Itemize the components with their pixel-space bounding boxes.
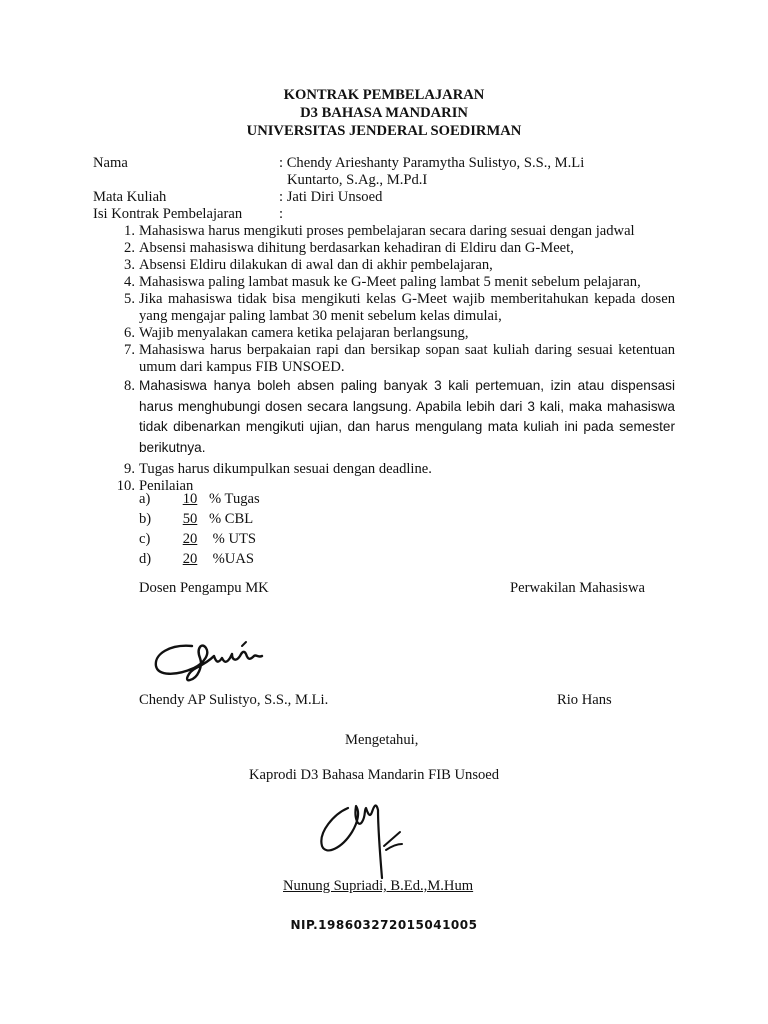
dosen-signature-icon [150, 628, 270, 686]
list-item [113, 257, 675, 274]
kaprodi-title: Kaprodi D3 Bahasa Mandarin FIB Unsoed [249, 767, 500, 783]
grading-item [139, 549, 260, 569]
isi-kontrak-label: Isi Kontrak Pembelajaran [93, 206, 243, 222]
item-number: 10. [116, 478, 135, 494]
isi-kontrak-colon: : [279, 206, 284, 222]
grading-percent: 50 [182, 511, 198, 527]
grading-percent: 20 [182, 551, 198, 567]
item-number: 5. [124, 291, 135, 307]
item-number: 6. [124, 325, 135, 341]
grading-label: a) [139, 491, 151, 507]
perwakilan-title: Perwakilan Mahasiswa [510, 580, 645, 596]
grading-component: % Tugas [209, 491, 260, 507]
item-number: 4. [124, 274, 135, 290]
grading-component: %UAS [209, 551, 254, 567]
contract-items-list [113, 223, 675, 495]
header-program: D3 BAHASA MANDARIN [300, 105, 468, 121]
item-number: 2. [124, 240, 135, 256]
grading-label: b) [139, 511, 152, 527]
item-text: Absensi Eldiru dilakukan di awal dan di akhir pembelajaran, [139, 257, 493, 273]
list-item [113, 274, 675, 291]
grading-list [139, 489, 260, 569]
list-item [113, 325, 675, 342]
kaprodi-name: Nunung Supriadi, B.Ed.,M.Hum [283, 878, 474, 894]
item-number: 7. [124, 342, 135, 358]
item-number: 8. [124, 378, 135, 394]
list-item [113, 240, 675, 257]
item-text: Mahasiswa harus mengikuti proses pembelajaran secara daring sesuai dengan jadwal [139, 223, 635, 239]
list-item [113, 223, 675, 240]
dosen-title: Dosen Pengampu MK [139, 580, 269, 596]
item-text: Absensi mahasiswa dihitung berdasarkan kehadiran di Eldiru dan G-Meet, [139, 240, 574, 256]
item-text: Penilaian [139, 478, 194, 494]
nama-label: Nama [93, 155, 128, 171]
nama-value-line2: Kuntarto, S.Ag., M.Pd.I [287, 172, 428, 188]
item-number: 3. [124, 257, 135, 273]
item-text: Mahasiswa harus berpakaian rapi dan bersikap sopan saat kuliah daring sesuai ketentuan umum dari kampus FIB UNSOED. [139, 342, 675, 375]
list-item [113, 342, 675, 376]
item-text: Tugas harus dikumpulkan sesuai dengan deadline. [139, 461, 432, 477]
grading-item [139, 529, 260, 549]
grading-item [139, 489, 260, 509]
kaprodi-nip: NIP.198603272015041005 [290, 918, 478, 932]
kaprodi-signature-icon [312, 788, 412, 886]
list-item [113, 461, 675, 478]
grading-percent: 10 [182, 491, 198, 507]
grading-percent: 20 [182, 531, 198, 547]
list-item [113, 291, 675, 325]
perwakilan-name: Rio Hans [557, 692, 612, 708]
header-university: UNIVERSITAS JENDERAL SOEDIRMAN [246, 123, 522, 139]
grading-item [139, 509, 260, 529]
list-item [113, 376, 675, 458]
item-number: 9. [124, 461, 135, 477]
nama-value-line1: : Chendy Arieshanty Paramytha Sulistyo, S.S., M.Li [279, 155, 585, 171]
matakuliah-value: : Jati Diri Unsoed [279, 189, 383, 205]
grading-component: % CBL [209, 511, 254, 527]
grading-label: c) [139, 531, 151, 547]
item-text: Mahasiswa hanya boleh absen paling banyak 3 kali pertemuan, izin atau dispensasi harus menghubungi dosen secara langsung. Apabila lebih dari 3 kali, maka mahasiswa tidak dibenarkan mengikuti ujian, dan harus mengulang mata kuliah ini pada semester berikutnya. [139, 378, 675, 455]
document-header [0, 86, 768, 140]
header-title: KONTRAK PEMBELAJARAN [283, 87, 485, 103]
item-text: Wajib menyalakan camera ketika pelajaran berlangsung, [139, 325, 469, 341]
grading-component: % UTS [209, 531, 257, 547]
item-text: Jika mahasiswa tidak bisa mengikuti kelas G-Meet wajib memberitahukan kepada dosen yang mengajar paling lambat 30 menit sebelum kelas dimulai, [139, 291, 675, 324]
mengetahui-label: Mengetahui, [345, 732, 419, 748]
matakuliah-label: Mata Kuliah [93, 189, 167, 205]
grading-label: d) [139, 551, 152, 567]
item-number: 1. [124, 223, 135, 239]
dosen-name: Chendy AP Sulistyo, S.S., M.Li. [139, 692, 329, 708]
item-text: Mahasiswa paling lambat masuk ke G-Meet paling lambat 5 menit sebelum pelajaran, [139, 274, 641, 290]
